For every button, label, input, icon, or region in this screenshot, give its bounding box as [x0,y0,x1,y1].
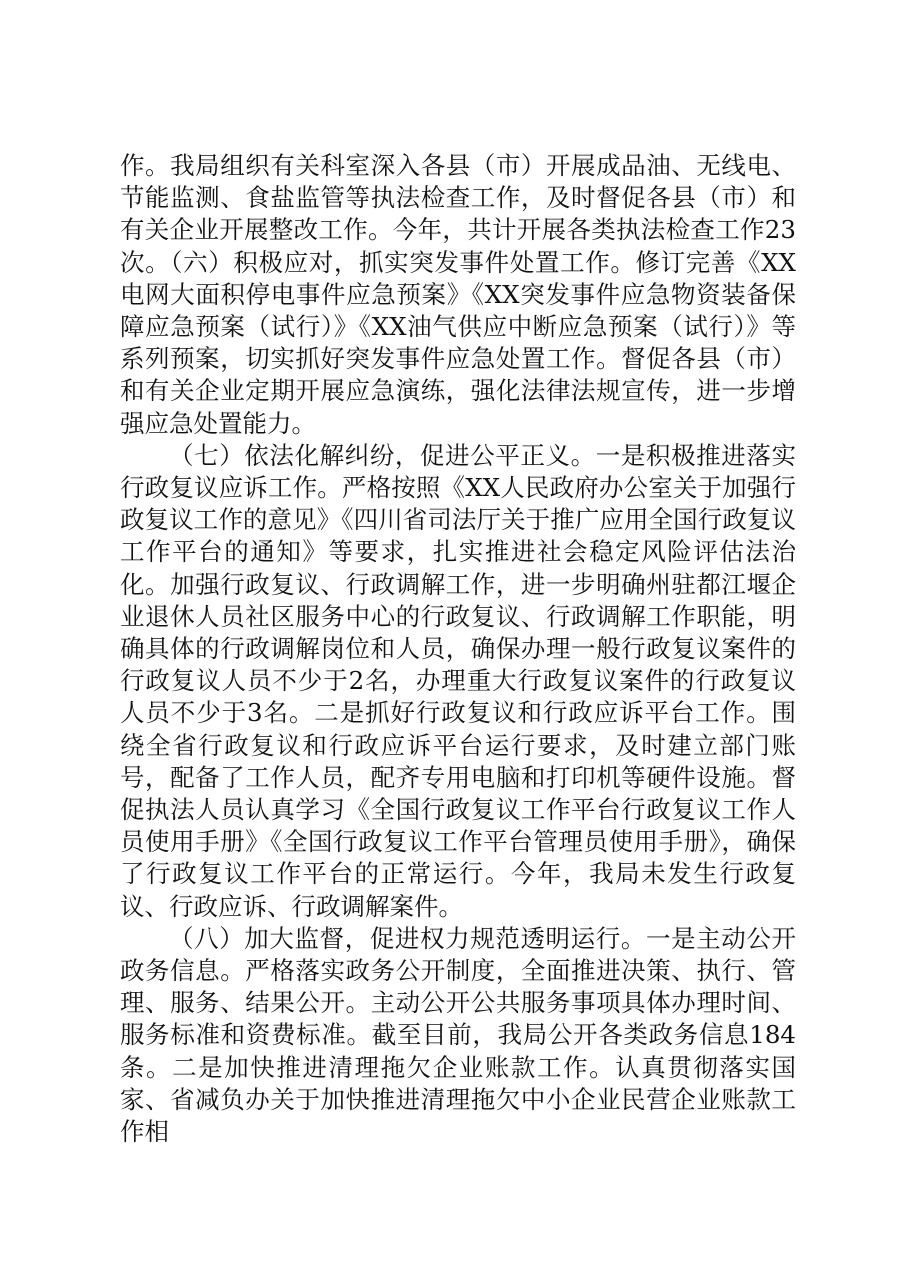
paragraph-section-eight: （八）加大监督，促进权力规范透明运行。一是主动公开政务信息。严格落实政务公开制度，全面推进决策、执行、管理、服务、结果公开。主动公开公共服务事项具体办理时间、服务标准和资费标准。截至目前，我局公开各类政务信息184条。二是加快推进清理拖欠企业账款工作。认真贯彻落实国家、省减负办关于加快推进清理拖欠中小企业民营企业账款工作相 [120,923,796,1147]
paragraph-continuation: 作。我局组织有关科室深入各县（市）开展成品油、无线电、节能监测、食盐监管等执法检查工作，及时督促各县（市）和有关企业开展整改工作。今年，共计开展各类执法检查工作23次。（六）积极应对，抓实突发事件处置工作。修订完善《XX电网大面积停电事件应急预案》《XX突发事件应急物资装备保障应急预案（试行）》《XX油气供应中断应急预案（试行）》等系列预案，切实抓好突发事件应急处置工作。督促各县（市）和有关企业定期开展应急演练，强化法律法规宣传，进一步增强应急处置能力。 [120,151,796,438]
paragraph-section-seven: （七）依法化解纠纷，促进公平正义。一是积极推进落实行政复议应诉工作。严格按照《XX人民政府办公室关于加强行政复议工作的意见》《四川省司法厅关于推广应用全国行政复议工作平台的通知》等要求，扎实推进社会稳定风险评估法治化。加强行政复议、行政调解工作，进一步明确州驻都江堰企业退休人员社区服务中心的行政复议、行政调解工作职能，明确具体的行政调解岗位和人员，确保办理一般行政复议案件的行政复议人员不少于2名，办理重大行政复议案件的行政复议人员不少于3名。二是抓好行政复议和行政应诉平台工作。围绕全省行政复议和行政应诉平台运行要求，及时建立部门账号，配备了工作人员，配齐专用电脑和打印机等硬件设施。督促执法人员认真学习《全国行政复议工作平台行政复议工作人员使用手册》《全国行政复议工作平台管理员使用手册》，确保了行政复议工作平台的正常运行。今年，我局未发生行政复议、行政应诉、行政调解案件。 [120,440,796,921]
document-page [120,150,796,1148]
